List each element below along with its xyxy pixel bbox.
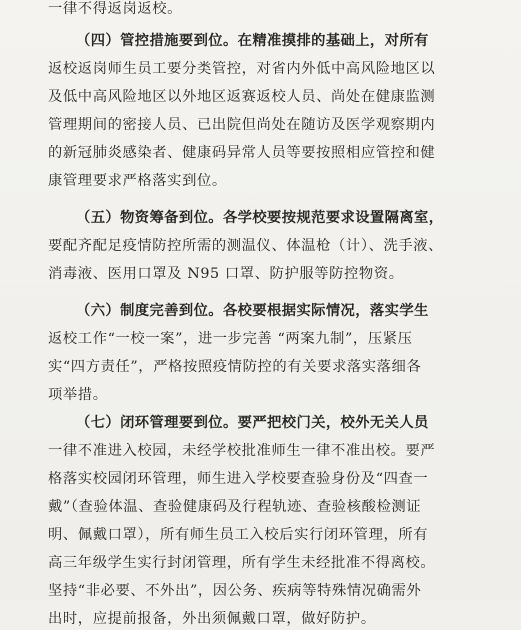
section-heading-6: （六）制度完善到位。各校要根据实际情况，落实学生 [76,303,429,319]
text-line: 一律不得返岗返校。 [48,1,183,17]
text-line: 返校返岗师生员工要分类管控，对省内外低中高风险地区以 [48,61,436,77]
text-line: 坚持“非必要、不外出”，因公务、疾病等特殊情况确需外 [48,583,422,599]
text-line: 格落实校园闭环管理，师生进入学校要查验身份及“四查一 [48,471,429,487]
text-line: 消毒液、医用口罩及 N95 口罩、防护服等防控物资。 [48,266,404,282]
text-line: 管理期间的密接人员、已出院但尚处在随访及医学观察期内 [48,117,436,133]
text-line: 的新冠肺炎感染者、健康码异常人员等要按照相应管控和健 [48,145,436,161]
text-line: 出时，应提前报备，外出须佩戴口罩，做好防护。 [48,611,376,627]
text-line: 实“四方责任”，严格按照疫情防控的有关要求落实落细各 [48,359,422,375]
text-line: 返校工作“一校一案”，进一步完善 “两案九制”，压紧压 [48,331,413,347]
section-heading-5: （五）物资筹备到位。各学校要按规范要求设置隔离室， [76,210,444,226]
text-line: 项举措。 [48,387,108,403]
text-line: 及低中高风险地区以外地区返赛返校人员、尚处在健康监测 [48,89,436,105]
text-line: 康管理要求严格落实到位。 [48,173,227,189]
text-line: 戴”（查验体温、查验健康码及行程轨迹、查验核酸检测证 [48,499,422,515]
text-line: 高三年级学生实行封闭管理，所有学生未经批准不得离校。 [48,555,436,571]
text-line: 明、佩戴口罩），所有师生员工入校后实行闭环管理，所有 [48,527,429,543]
section-heading-4: （四）管控措施要到位。在精准摸排的基础上，对所有 [76,33,429,49]
text-line: 一律不准进入校园，未经学校批准师生一律不准出校。要严 [48,443,436,459]
section-heading-7: （七）闭环管理要到位。要严把校门关，校外无关人员 [76,415,429,431]
text-line: 要配齐配足疫情防控所需的测温仪、体温枪（计）、洗手液、 [48,238,444,254]
